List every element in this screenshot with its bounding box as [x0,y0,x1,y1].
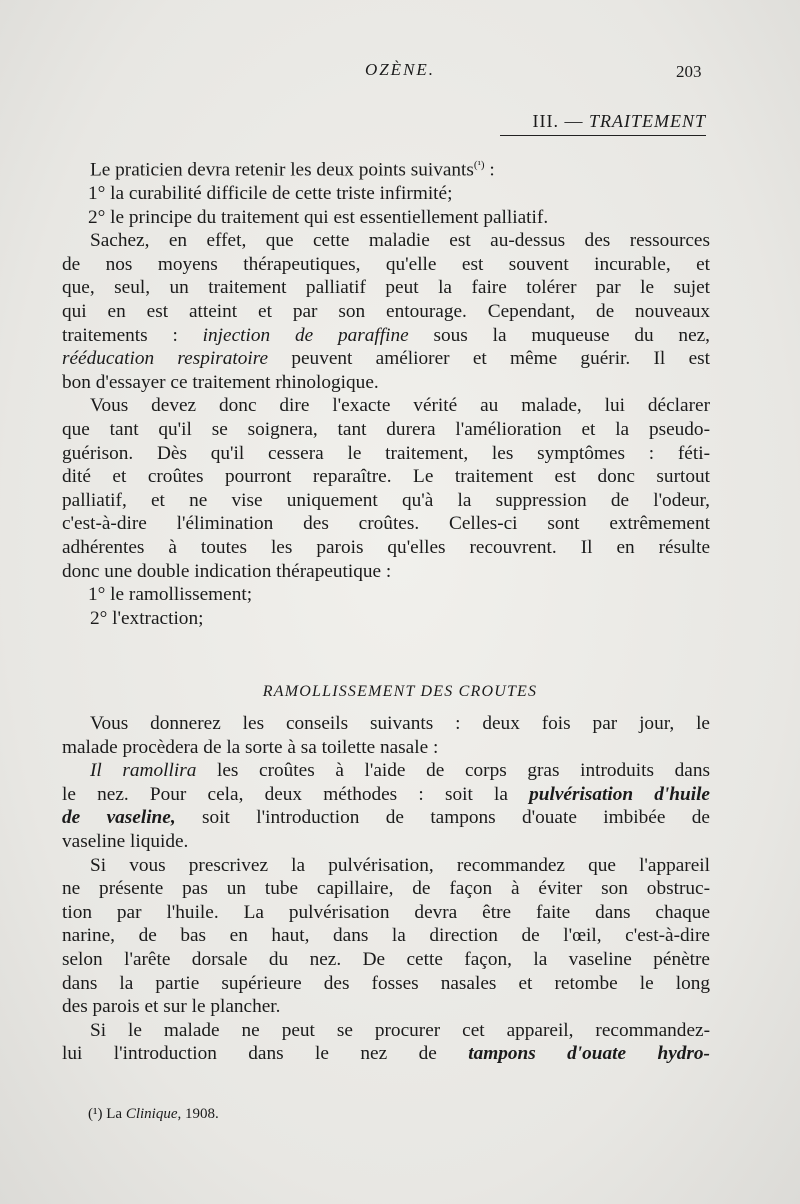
text-line: Vous devez donc dire l'exacte vérité au malade, lui déclarer [90,395,710,417]
text-line: ne présente pas un tube capillaire, de façon à éviter son obstruc- [62,878,710,900]
text-line: tion par l'huile. La pulvérisation devra être faite dans chaque [62,901,710,923]
text-line: malade procèdera de la sorte à sa toilette nasale : [62,736,439,758]
text-line: 2° le principe du traitement qui est essentiellement palliatif. [88,206,549,228]
text-line: traitements : injection de paraffine sous la muqueuse du nez, [62,324,711,346]
text-line: que, seul, un traitement palliatif peut la faire tolérer par le sujet [62,277,710,299]
text-line: palliatif, et ne vise uniquement qu'à la suppression de l'odeur, [62,489,710,511]
subheading: RAMOLLISSEMENT DES CROUTES [262,683,538,700]
text-line: Il ramollira les croûtes à l'aide de corps gras introduits dans [90,760,710,782]
bold-italic-term: pulvérisation d'huile [529,783,710,805]
text-line: adhérentes à toutes les parois qu'elles recouvrent. Il en résulte [62,536,710,558]
body-text [62,154,710,630]
text-line: le nez. Pour cela, deux méthodes : soit la pulvérisation d'huile [62,783,710,805]
text-line: narine, de bas en haut, dans la direction de l'œil, c'est-à-dire [62,925,710,947]
footnote-source: Clinique [125,1106,178,1122]
bold-italic-term: tampons d'ouate hydro- [468,1043,710,1065]
section-title: TRAITEMENT [588,111,706,131]
text-line: Si vous prescrivez la pulvérisation, recommandez que l'appareil [90,854,710,876]
text-line: rééducation respiratoire peuvent améliorer et même guérir. Il est [62,348,710,370]
footnote-ref: (¹) [473,159,485,171]
section-number: III. — [532,111,584,131]
text-line: Le praticien devra retenir les deux points suivants$^{(^1)}$ : [90,159,495,181]
text-line: dité et croûtes pourront reparaître. Le traitement est donc surtout [62,466,710,488]
italic-term: rééducation respiratoire [62,348,269,370]
page-number: 203 [676,62,702,81]
text-line: selon l'arête dorsale du nez. De cette façon, la vaseline pénètre [62,948,710,970]
text-line: 2° l'extraction; [90,607,204,629]
text-line: c'est-à-dire l'élimination des croûtes. Celles-ci sont extrêmement [62,513,710,535]
text-line: dans la partie supérieure des fosses nasales et retombe le long [62,972,710,994]
text-line: guérison. Dès qu'il cessera le traitement, les symptômes : féti- [62,442,710,464]
body-text-2 [62,712,710,1066]
text-line: des parois et sur le plancher. [62,996,281,1018]
italic-term: injection de paraffine [202,324,409,346]
italic-term: Il ramollira [90,760,197,782]
text-line: donc une double indication thérapeutique : [62,560,392,582]
text-line: Vous donnerez les conseils suivants : deux fois par jour, le [90,713,710,734]
text-line: bon d'essayer ce traitement rhinologique. [62,371,379,393]
text-line: de nos moyens thérapeutiques, qu'elle est souvent incurable, et [62,253,710,275]
text-line: Si le malade ne peut se procurer cet appareil, recommandez- [90,1019,710,1041]
footnote: (¹) La Clinique, 1908. [88,1106,219,1122]
bold-italic-term: de vaseline, [62,807,176,829]
text-line: que tant qu'il se soignera, tant durera l'amélioration et la pseudo- [62,418,710,440]
text-line: lui l'introduction dans le nez de tampons d'ouate hydro- [62,1043,710,1065]
text-line: Sachez, en effet, que cette maladie est au-dessus des ressources [90,230,710,252]
text-line: 1° le ramollissement; [88,584,253,606]
text-line: 1° la curabilité difficile de cette triste infirmité; [88,183,453,205]
running-title: OZÈNE. [364,60,436,79]
text-line: vaseline liquide. [62,830,189,852]
text-line: qui en est atteint et par son entourage. Cependant, de nouveaux [62,300,710,322]
text-line: de vaseline, soit l'introduction de tampons d'ouate imbibée de [62,807,710,829]
section-heading [500,111,706,136]
